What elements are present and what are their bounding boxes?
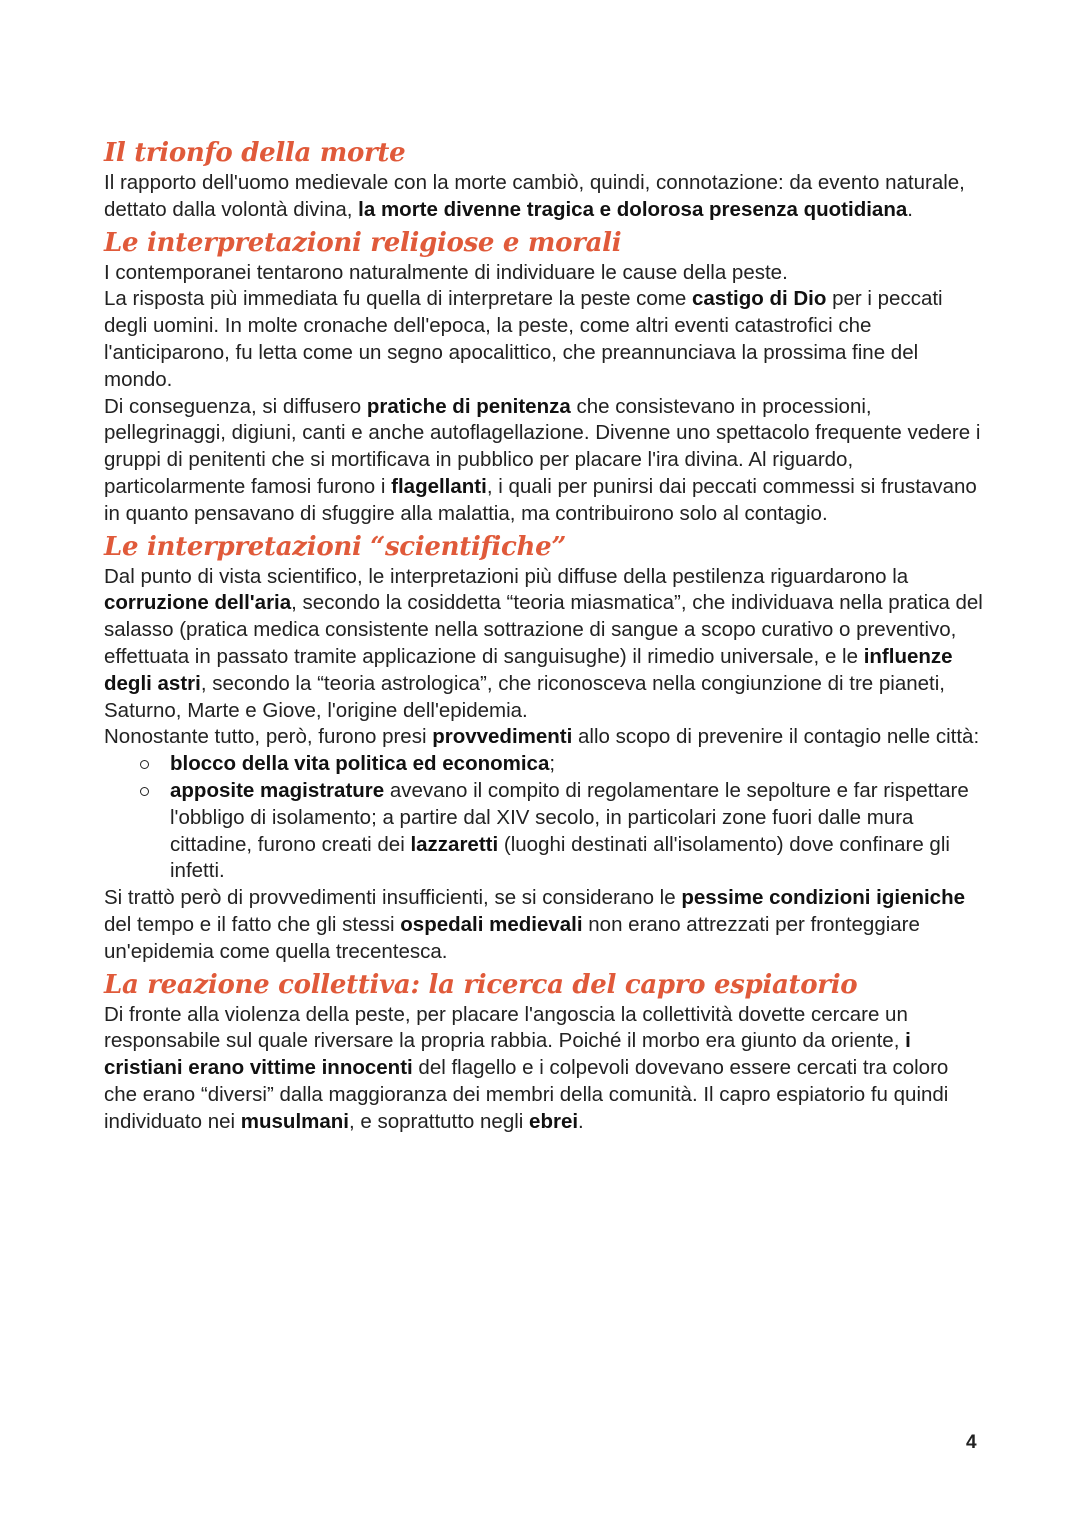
paragraph: Di conseguenza, si diffusero pratiche di penitenza che consistevano in processioni, pellegrinaggi, digiuni, canti e anche autoflagellazione. Divenne uno spettacolo frequente vedere i gruppi di penitenti che si mortificava in pubblico per placare l'ira divina. Al riguardo, particolarmente famosi furono i flagellanti, i quali per punirsi dai peccati commessi si frustavano in quanto pensavano di sfuggire alla malattia, ma contribuirono solo al contagio.	[104, 394, 981, 525]
paragraph: Dal punto di vista scientifico, le interpretazioni più diffuse della pestilenza riguardarono la corruzione dell'aria, secondo la cosiddetta “teoria miasmatica”, che individuava nella pratica del salasso (pratica medica consistente nella sottrazione di sangue a scopo curativo o preventivo, effettuata in passato tramite applicazione di sanguisughe) il rimedio universale, e le influenze degli astri, secondo la “teoria astrologica”, che riconosceva nella congiunzione di tre pianeti, Saturno, Marte e Giove, l'origine dell'epidemia.	[104, 564, 983, 722]
paragraph: Nonostante tutto, però, furono presi provvedimenti allo scopo di prevenire il contagio nelle città:	[104, 725, 980, 749]
paragraph: Il rapporto dell'uomo medievale con la morte cambiò, quindi, connotazione: da evento naturale, dettato dalla volontà divina, la morte divenne tragica e dolorosa presenza quotidiana.	[104, 171, 965, 221]
section-reazione-collettiva	[104, 968, 984, 1136]
circle-bullet-icon	[140, 787, 149, 796]
paragraph: La risposta più immediata fu quella di interpretare la peste come castigo di Dio per i peccati degli uomini. In molte cronache dell'epoca, la peste, come altri eventi catastrofici che l'anticiparono, fu letta come un segno apocalittico, che preannunciava la prossima fine del mondo.	[104, 287, 943, 391]
section-interpretazioni-scientifiche	[104, 530, 984, 966]
paragraph: Si trattò però di provvedimenti insufficienti, se si considerano le pessime condizioni igieniche del tempo e il fatto che gli stessi ospedali medievali non erano attrezzati per fronteggiare un'epidemia come quella trecentesca.	[104, 886, 965, 963]
section-trionfo	[104, 136, 984, 224]
paragraph: Di fronte alla violenza della peste, per placare l'angoscia la collettività dovette cercare un responsabile sul quale riversare la propria rabbia. Poiché il morbo era giunto da oriente, i cristiani erano vittime innocenti del flagello e i colpevoli dovevano essere cercati tra coloro che erano “diversi” dalla maggioranza dei membri della comunità. Il capro espiatorio fu quindi individuato nei musulmani, e soprattutto negli ebrei.	[104, 1002, 949, 1133]
section-title: Le interpretazioni “scientifiche”	[104, 531, 567, 562]
section-title: Il trionfo della morte	[104, 138, 406, 168]
section-interpretazioni-religiose	[104, 226, 984, 528]
list-item: blocco della vita politica ed economica;	[104, 751, 984, 778]
bullet-list	[104, 751, 984, 885]
circle-bullet-icon	[140, 760, 149, 769]
document-page	[104, 136, 984, 1138]
section-title: Le interpretazioni religiose e morali	[104, 227, 622, 258]
list-item: apposite magistrature avevano il compito di regolamentare le sepolture e far rispettare l'obbligo di isolamento; a partire dal XIV secolo, in particolari zone fuori dalle mura cittadine, furono creati dei lazzaretti (luoghi destinati all'isolamento) dove confinare gli infetti.	[104, 778, 984, 885]
paragraph: I contemporanei tentarono naturalmente di individuare le cause della peste.	[104, 260, 788, 284]
page-number: 4	[966, 1432, 977, 1453]
section-title: La reazione collettiva: la ricerca del capro espiatorio	[104, 969, 858, 1000]
